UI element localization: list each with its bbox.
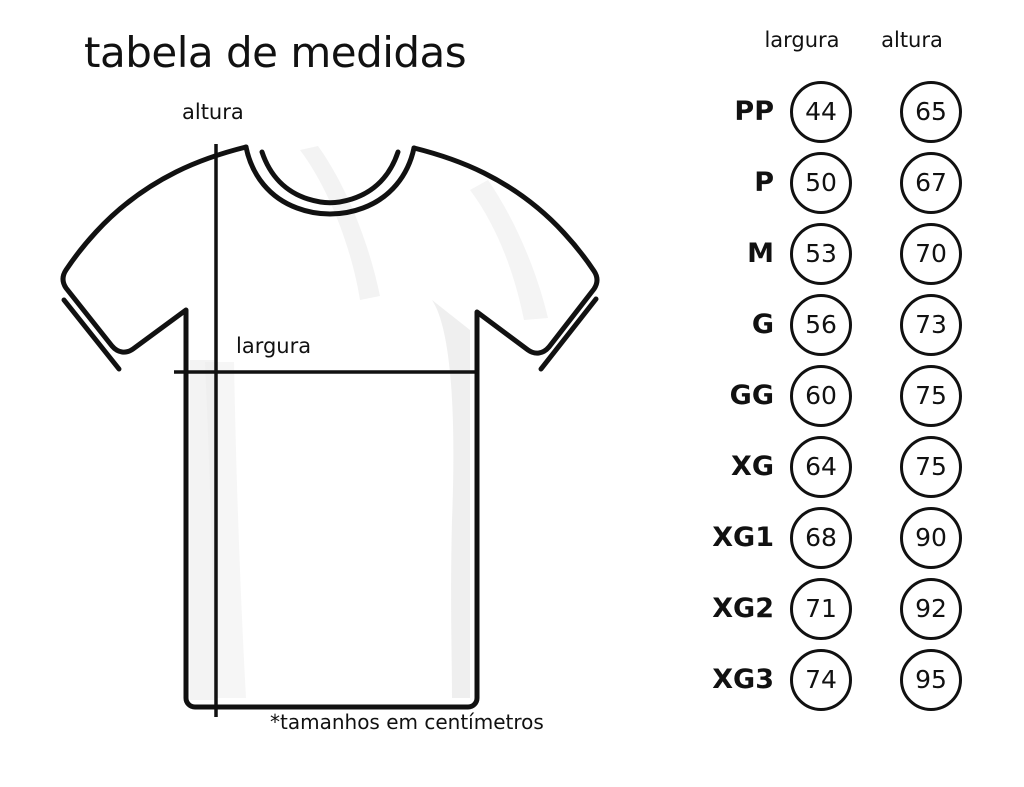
largura-value: 44 <box>790 81 852 143</box>
table-row <box>660 76 1024 147</box>
altura-value: 67 <box>900 152 962 214</box>
table-row <box>660 218 1024 289</box>
size-label: PP <box>734 96 774 127</box>
size-label: GG <box>729 380 774 411</box>
table-row <box>660 147 1024 218</box>
size-label: P <box>754 167 774 198</box>
units-footnote: *tamanhos em centímetros <box>270 710 544 734</box>
table-row <box>660 644 1024 715</box>
largura-value: 68 <box>790 507 852 569</box>
measurements-table <box>660 0 1024 783</box>
largura-value: 74 <box>790 649 852 711</box>
largura-value: 56 <box>790 294 852 356</box>
altura-value: 65 <box>900 81 962 143</box>
width-label: largura <box>236 334 312 358</box>
column-header-largura: largura <box>764 28 840 52</box>
largura-value: 53 <box>790 223 852 285</box>
largura-value: 60 <box>790 365 852 427</box>
page-title: tabela de medidas <box>84 28 467 77</box>
size-label: G <box>751 309 774 340</box>
size-label: XG2 <box>712 593 774 624</box>
table-body <box>660 76 1024 715</box>
largura-value: 64 <box>790 436 852 498</box>
altura-value: 92 <box>900 578 962 640</box>
height-label: altura <box>182 100 244 124</box>
altura-value: 75 <box>900 365 962 427</box>
size-label: XG3 <box>712 664 774 695</box>
table-row <box>660 573 1024 644</box>
column-header-altura: altura <box>881 28 943 52</box>
size-label: XG <box>731 451 774 482</box>
table-row <box>660 360 1024 431</box>
largura-value: 50 <box>790 152 852 214</box>
size-label: M <box>747 238 774 269</box>
size-label: XG1 <box>712 522 774 553</box>
altura-value: 90 <box>900 507 962 569</box>
table-row <box>660 502 1024 573</box>
altura-value: 73 <box>900 294 962 356</box>
table-row <box>660 431 1024 502</box>
table-row <box>660 289 1024 360</box>
altura-value: 95 <box>900 649 962 711</box>
altura-value: 75 <box>900 436 962 498</box>
largura-value: 71 <box>790 578 852 640</box>
altura-value: 70 <box>900 223 962 285</box>
